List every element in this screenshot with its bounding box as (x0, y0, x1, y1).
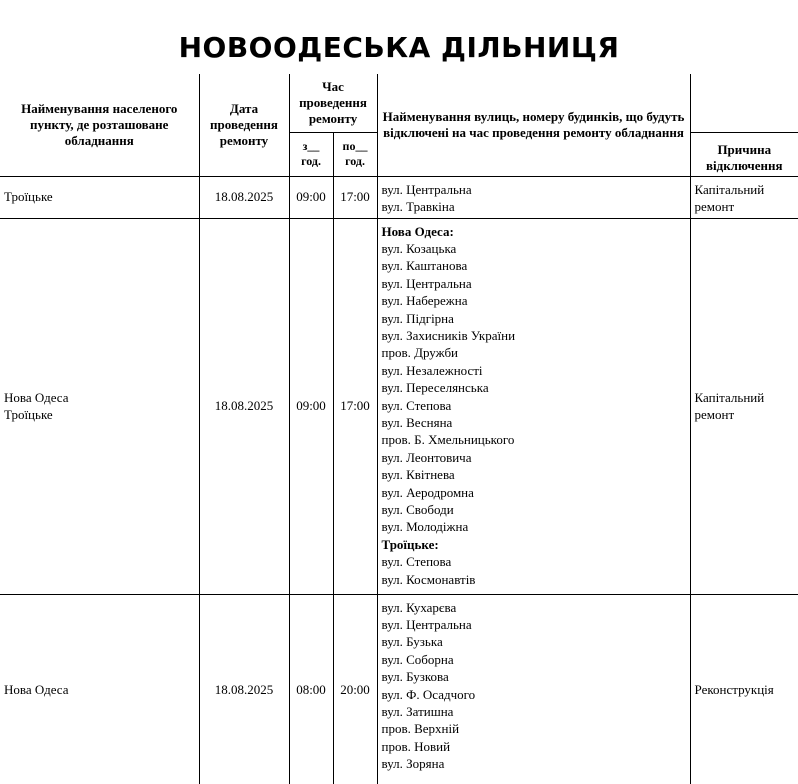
reason-text: Капітальний (694, 181, 765, 197)
street-item: вул. Степова (381, 554, 452, 570)
settlement-cell (0, 218, 199, 594)
street-item: вул. Каштанова (381, 258, 468, 274)
street-item: вул. Набережна (381, 293, 468, 309)
street-item: вул. Соборна (381, 651, 454, 667)
settlement-name: Троїцьке (4, 407, 53, 422)
reason-text: ремонт (694, 407, 735, 422)
street-item: пров. Дружби (381, 345, 459, 361)
settlement-cell (0, 176, 199, 218)
street-item: вул. Весняна (381, 414, 453, 430)
street-item: пров. Б. Хмельницького (381, 432, 515, 448)
street-item: вул. Зоряна (381, 756, 445, 772)
street-item: вул. Леонтовича (381, 449, 472, 465)
reason-text: Капітальний (694, 389, 765, 405)
street-item: вул. Козацька (381, 240, 457, 256)
streets-cell (377, 176, 690, 218)
street-item: пров. Новий (381, 738, 451, 754)
streets-cell (377, 594, 690, 784)
header-time-from: з__ год. (289, 132, 333, 176)
settlement-name: Троїцьке (4, 189, 53, 205)
street-item: вул. Степова (381, 397, 452, 413)
time-to-cell: 17:00 (333, 218, 377, 594)
settlement-cell (0, 594, 199, 784)
street-item: вул. Свободи (381, 502, 454, 517)
header-date: Дата проведення ремонту (199, 74, 289, 176)
street-item: вул. Космонавтів (381, 571, 476, 587)
reason-cell (690, 594, 798, 784)
street-item: вул. Захисників України (381, 327, 516, 343)
street-item: вул. Центральна (381, 616, 472, 632)
time-to-cell: 17:00 (333, 176, 377, 218)
header-time-to: по__ год. (333, 132, 377, 176)
street-item: вул. Бузкова (381, 669, 449, 685)
street-item: вул. Молодіжна (381, 519, 469, 535)
street-item: вул. Кухарєва (381, 599, 457, 615)
date-cell: 18.08.2025 (199, 176, 289, 218)
locality-label: Нова Одеса: (381, 223, 454, 239)
time-from-cell: 09:00 (289, 218, 333, 594)
header-streets: Найменування вулиць, номеру будинків, що будуть відключені на час проведення ремонту обладнання (377, 74, 690, 176)
page-title: НОВООДЕСЬКА ДІЛЬНИЦЯ (178, 31, 620, 64)
header-reason-spacer (690, 74, 798, 132)
settlement-name: Нова Одеса (4, 681, 69, 697)
settlement-name: Нова Одеса (4, 389, 69, 405)
street-item: вул. Центральна (381, 275, 472, 291)
street-item: вул. Незалежності (381, 362, 483, 378)
table-row (0, 218, 798, 594)
header-reason: Причина відключення (690, 132, 798, 176)
street-item: вул. Аеродромна (381, 484, 474, 500)
street-item: пров. Верхній (381, 721, 460, 737)
date-cell: 18.08.2025 (199, 218, 289, 594)
street-item: вул. Центральна (381, 181, 472, 197)
street-item: вул. Затишна (381, 703, 454, 719)
street-item: вул. Травкіна (381, 198, 455, 214)
time-from-cell: 09:00 (289, 176, 333, 218)
reason-text: Реконструкція (694, 681, 774, 697)
outage-schedule-table (0, 74, 798, 784)
street-item: вул. Переселянська (381, 380, 489, 396)
reason-cell (690, 176, 798, 218)
streets-cell (377, 218, 690, 594)
time-to-cell: 20:00 (333, 594, 377, 784)
date-cell: 18.08.2025 (199, 594, 289, 784)
time-from-cell: 08:00 (289, 594, 333, 784)
table-row (0, 594, 798, 784)
street-item: вул. Ф. Осадчого (381, 686, 476, 702)
header-settlement: Найменування населеного пункту, де розташоване обладнання (0, 74, 199, 176)
street-item: вул. Квітнева (381, 467, 455, 483)
reason-text: ремонт (694, 198, 735, 214)
street-item: вул. Бузька (381, 634, 443, 650)
table-header (0, 74, 798, 176)
header-time: Час проведення ремонту (289, 74, 377, 132)
street-item: вул. Підгірна (381, 310, 454, 326)
table-row (0, 176, 798, 218)
locality-label: Троїцьке: (381, 536, 439, 552)
reason-cell (690, 218, 798, 594)
